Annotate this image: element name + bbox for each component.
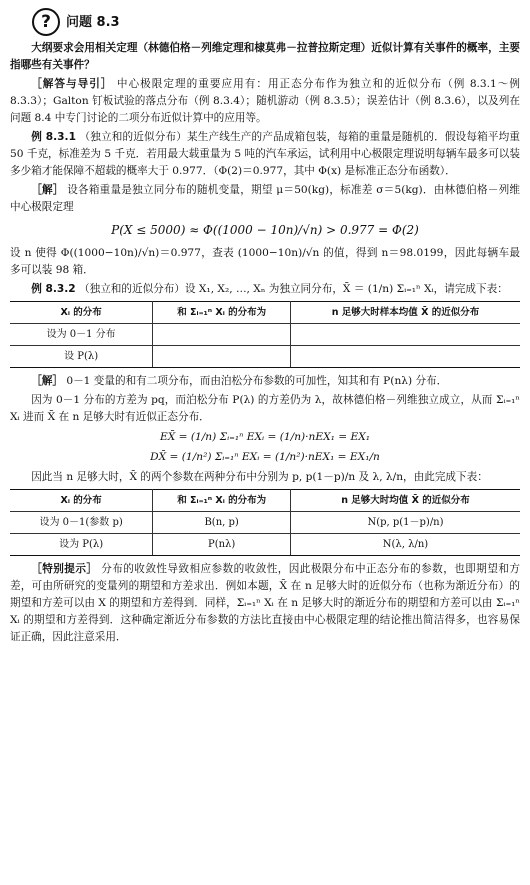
table-cell: 设 P(λ): [10, 346, 153, 368]
table-header: 和 Σᵢ₌₁ⁿ Xᵢ 的分布为: [153, 490, 291, 512]
table-cell: [153, 324, 291, 346]
solution-label: ［解］: [31, 184, 64, 196]
solution-label: ［解］: [31, 375, 63, 387]
example-8-3-2: [10, 281, 520, 298]
table-cell: N(λ, λ/n): [290, 534, 520, 556]
solution-text: 设各箱重量是独立同分布的随机变量，期望 μ＝50(kg)，标准差 σ＝5(kg)．由林德伯格－列维中心极限定理: [10, 184, 520, 213]
conclusion-paragraph: 因此当 n 足够大时，X̄ 的两个参数在两种分布中分别为 p, p(1－p)/n 及 λ, λ/n，由此完成下表：: [31, 471, 488, 483]
blank-table: [10, 301, 520, 368]
mean-formula: EX̄ = (1/n) Σᵢ₌₁ⁿ EXᵢ = (1/n)·nEX₁ = EX₁: [159, 431, 371, 443]
table-row: [10, 534, 520, 556]
table-header: Xᵢ 的分布: [10, 490, 153, 512]
table-header: n 足够大时样本均值 X̄ 的近似分布: [290, 302, 520, 324]
table-cell: B(n, p): [153, 512, 291, 534]
table-cell: 设为 0－1 分布: [10, 324, 153, 346]
question-heading: [32, 8, 520, 36]
guide-label: ［解答与导引］: [31, 78, 113, 90]
solution-8-3-2: [10, 373, 520, 390]
example-8-3-1-text: （独立和的近似分布）某生产线生产的产品成箱包装，每箱的重量是随机的．假设每箱平均重 50 千克，标准差为 5 千克．若用最大载重量为 5 吨的汽车承运，试利用中心极限定理说明每辆车最多可以装多少箱才能保障不超载的概率大于 0.977．（Φ(2)＝0.977，其中 Φ(x) 是标准正态分布函数）．: [10, 131, 521, 177]
tip-label: ［特别提示］: [31, 563, 98, 575]
solution-text: 0－1 变量的和有二项分布，而由泊松分布参数的可加性，知其和有 P(nλ) 分布．: [66, 375, 448, 387]
table-row: [10, 346, 520, 368]
table-header-row: [10, 490, 520, 512]
example-8-3-1: [10, 129, 520, 180]
table-row: [10, 324, 520, 346]
solution-conclusion: 设 n 使得 Φ((1000−10n)/√n)＝0.977，查表 (1000−10n)/√n 的值，得到 n＝98.0199，因此每辆车最多可以装 98 箱．: [10, 247, 520, 276]
question-icon: ?: [32, 8, 60, 36]
table-cell: P(nλ): [153, 534, 291, 556]
table-row: [10, 512, 520, 534]
table-cell: N(p, p(1－p)/n): [290, 512, 520, 534]
completed-table: [10, 489, 520, 556]
example-8-3-2-label: 例 8.3.2: [31, 283, 76, 295]
table-header: n 足够大时均值 X̄ 的近似分布: [290, 490, 520, 512]
variance-formula: DX̄ = (1/n²) Σᵢ₌₁ⁿ EXᵢ = (1/n²)·nEX₁ = EX₁/n: [150, 451, 380, 463]
syllabus-requirement: 大纲要求会用相关定理（林德伯格－列维定理和棣莫弗－拉普拉斯定理）近似计算有关事件的概率，主要指哪些有关事件？: [10, 42, 520, 71]
page: [10, 0, 520, 646]
tip-text: 分布的收敛性导致相应参数的收敛性，因此极限分布中正态分布的参数，也即期望和方差，可由所研究的变量列的期望和方差求出．例如本题，X̄ 在 n 足够大时的近似分布（也称为渐近分布）的期望和方差可以由 X 的期望和方差得到．同样，Σᵢ₌₁ⁿ Xᵢ 在 n 足够大时的渐近分布的期望和方差可以由 Σᵢ₌₁ⁿ Xᵢ 的期望和方差得到．这种确定渐近分布参数的方法比直接由中心极限定理的结论推出简洁得多，也容易保证正确，因此注意采用．: [10, 563, 521, 643]
reasoning-paragraph: 因为 0－1 分布的方差为 pq，而泊松分布 P(λ) 的方差仍为 λ，故林德伯格－列维独立成立，从而 Σᵢ₌₁ⁿ Xᵢ 进而 X̄ 在 n 足够大时有近似正态分布．: [10, 394, 520, 423]
table-cell: [290, 324, 520, 346]
table-header: 和 Σᵢ₌₁ⁿ Xᵢ 的分布为: [153, 302, 291, 324]
table-header-row: [10, 302, 520, 324]
question-title: 问题 8.3: [66, 14, 120, 30]
special-tip: [10, 561, 520, 646]
table-cell: [290, 346, 520, 368]
example-8-3-2-text: （独立和的近似分布）设 X₁, X₂, …, Xₙ 为独立同分布，X̄ ＝ (1/n) Σᵢ₌₁ⁿ Xᵢ，请完成下表：: [79, 283, 508, 295]
guide-text: 中心极限定理的重要应用有：用正态分布作为独立和的近似分布（例 8.3.1～例 8.3.3）；Galton 钉板试验的落点分布（例 8.3.4）；随机游动（例 8.3.5）；误差估计（例 8.3.6），以及列在问题 8.4 中专门讨论的二项分布近似计算中的应用等。: [10, 78, 521, 124]
table-cell: 设为 0－1(参数 p): [10, 512, 153, 534]
table-cell: 设为 P(λ): [10, 534, 153, 556]
solution-8-3-1: [10, 182, 520, 216]
table-header: Xᵢ 的分布: [10, 302, 153, 324]
example-8-3-1-label: 例 8.3.1: [31, 131, 76, 143]
guide-paragraph: [10, 76, 520, 127]
clt-formula: P(X ≤ 5000) ≈ Φ((1000 − 10n)/√n) > 0.977 = Φ(2): [111, 223, 419, 237]
table-cell: [153, 346, 291, 368]
